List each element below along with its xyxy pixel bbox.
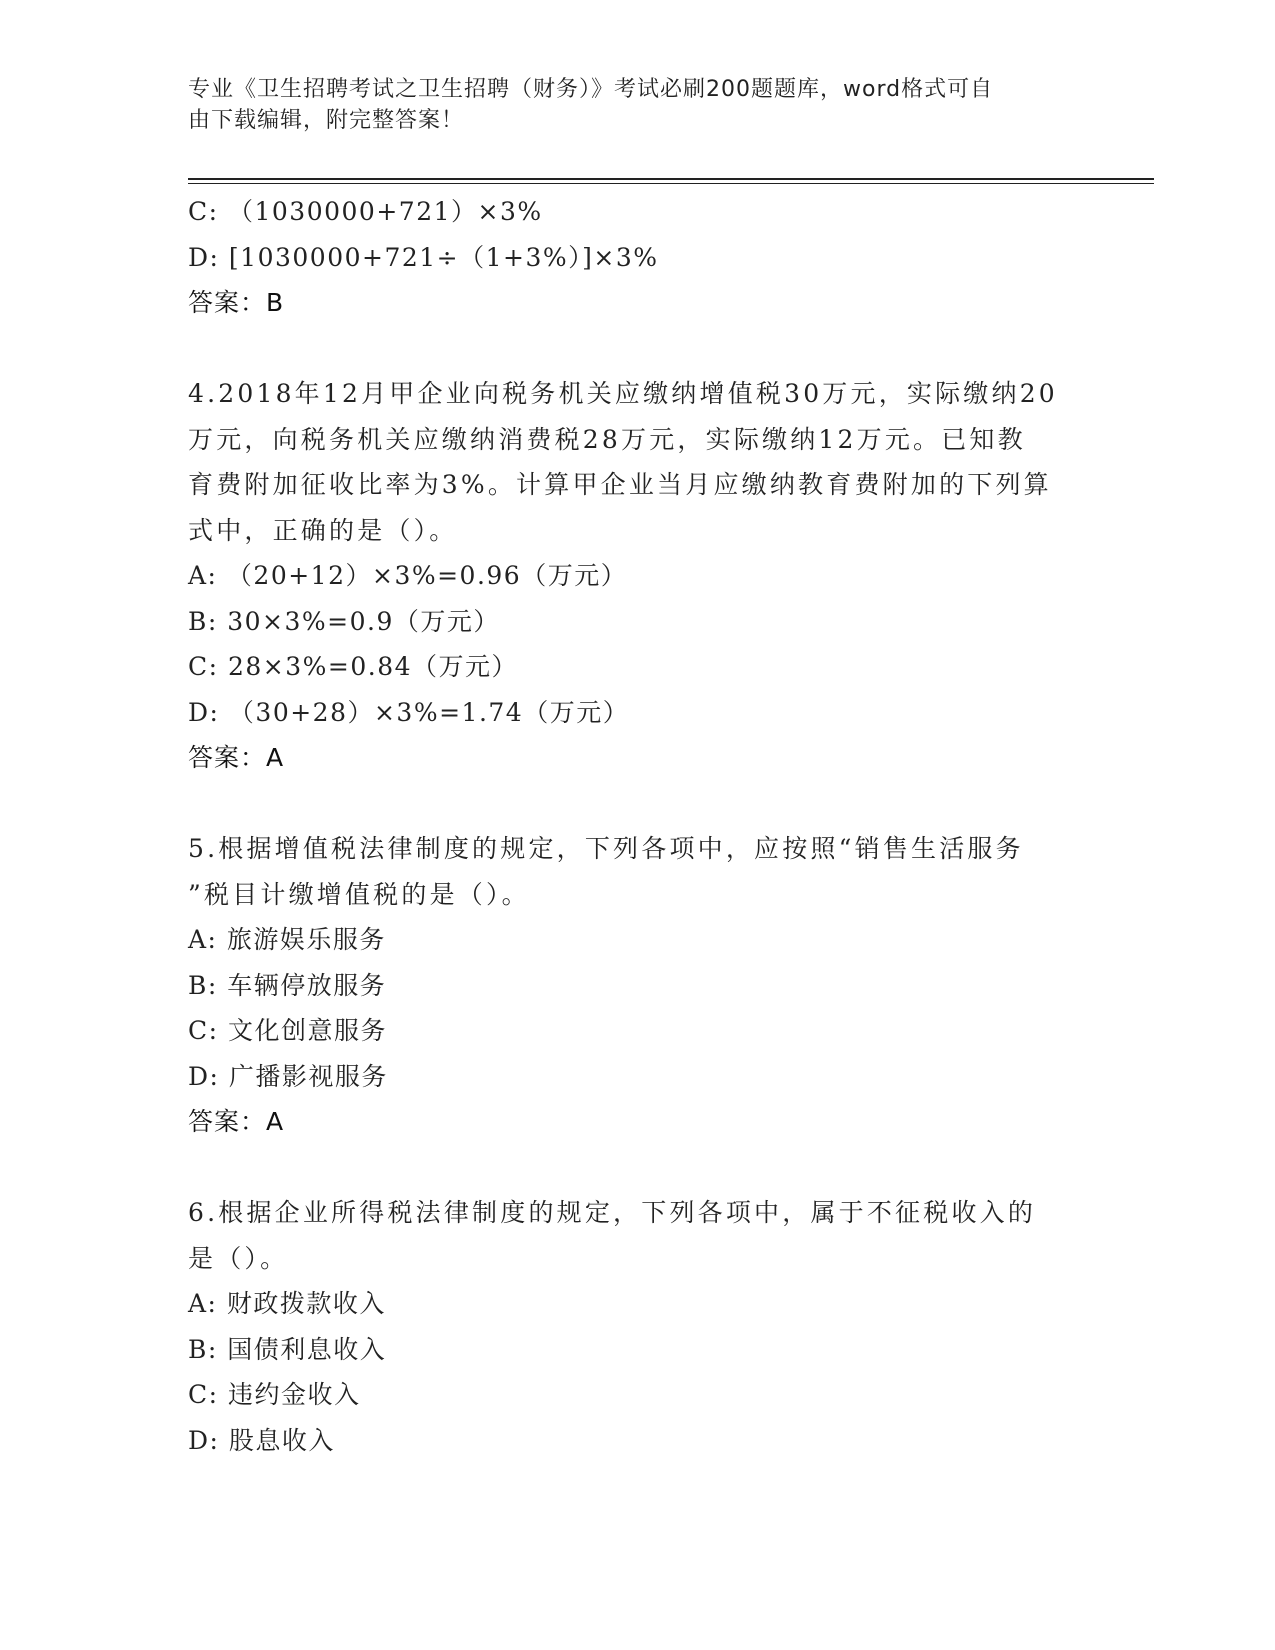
option-b: B: 国债利息收入 bbox=[188, 1334, 387, 1364]
option-b: B: 车辆停放服务 bbox=[188, 970, 387, 1000]
document-body bbox=[188, 189, 1088, 1463]
stem-line: 5.根据增值税法律制度的规定，下列各项中，应按照“销售生活服务 bbox=[188, 834, 1024, 863]
option-d: D: 广播影视服务 bbox=[188, 1061, 388, 1091]
option-d: D: 股息收入 bbox=[188, 1425, 335, 1455]
stem-line: 万元，向税务机关应缴纳消费税28万元，实际缴纳12万元。已知教 bbox=[188, 424, 1026, 454]
stem-line: 是（）。 bbox=[188, 1243, 289, 1273]
option-c: C: （1030000+721）×3% bbox=[188, 197, 543, 226]
stem-line: 式中，正确的是（）。 bbox=[188, 515, 458, 545]
option-c: C: 违约金收入 bbox=[188, 1380, 361, 1409]
option-b: B: 30×3%=0.9（万元） bbox=[188, 606, 500, 636]
stem-line: ”税目计缴增值税的是（）。 bbox=[188, 879, 530, 909]
question-4 bbox=[188, 371, 1088, 781]
option-a: A: （20+12）×3%=0.96（万元） bbox=[188, 561, 628, 590]
stem-line: 4.2018年12月甲企业向税务机关应缴纳增值税30万元，实际缴纳20 bbox=[188, 379, 1058, 408]
answer-line: 答案：B bbox=[188, 288, 285, 317]
question-6 bbox=[188, 1190, 1088, 1463]
spacer bbox=[188, 326, 1088, 372]
stem-line: 育费附加征收比率为3%。计算甲企业当月应缴纳教育费附加的下列算 bbox=[188, 470, 1052, 499]
stem-line: 6.根据企业所得税法律制度的规定，下列各项中，属于不征税收入的 bbox=[188, 1198, 1037, 1227]
option-a: A: 旅游娱乐服务 bbox=[188, 925, 386, 954]
question-stem bbox=[188, 826, 1068, 917]
spacer bbox=[188, 781, 1088, 827]
document-header bbox=[188, 74, 1068, 136]
answer-line: 答案：A bbox=[188, 1107, 285, 1136]
spacer bbox=[188, 1145, 1088, 1191]
option-c: C: 文化创意服务 bbox=[188, 1016, 387, 1045]
option-a: A: 财政拨款收入 bbox=[188, 1289, 386, 1318]
option-c: C: 28×3%=0.84（万元） bbox=[188, 652, 519, 681]
question-5 bbox=[188, 826, 1088, 1145]
header-line-1: 专业《卫生招聘考试之卫生招聘（财务）》考试必刷200题题库，word格式可自 bbox=[188, 77, 994, 102]
answer-line: 答案：A bbox=[188, 743, 285, 772]
option-d: D: [1030000+721÷（1+3%）]×3% bbox=[188, 242, 659, 272]
question-stem bbox=[188, 1190, 1068, 1281]
header-divider-thick bbox=[188, 178, 1154, 180]
header-divider-thin bbox=[188, 183, 1154, 184]
question-stem bbox=[188, 371, 1068, 553]
header-line-2: 由下载编辑，附完整答案！ bbox=[188, 108, 465, 133]
option-d: D: （30+28）×3%=1.74（万元） bbox=[188, 697, 630, 727]
question-3-continuation bbox=[188, 189, 1088, 326]
